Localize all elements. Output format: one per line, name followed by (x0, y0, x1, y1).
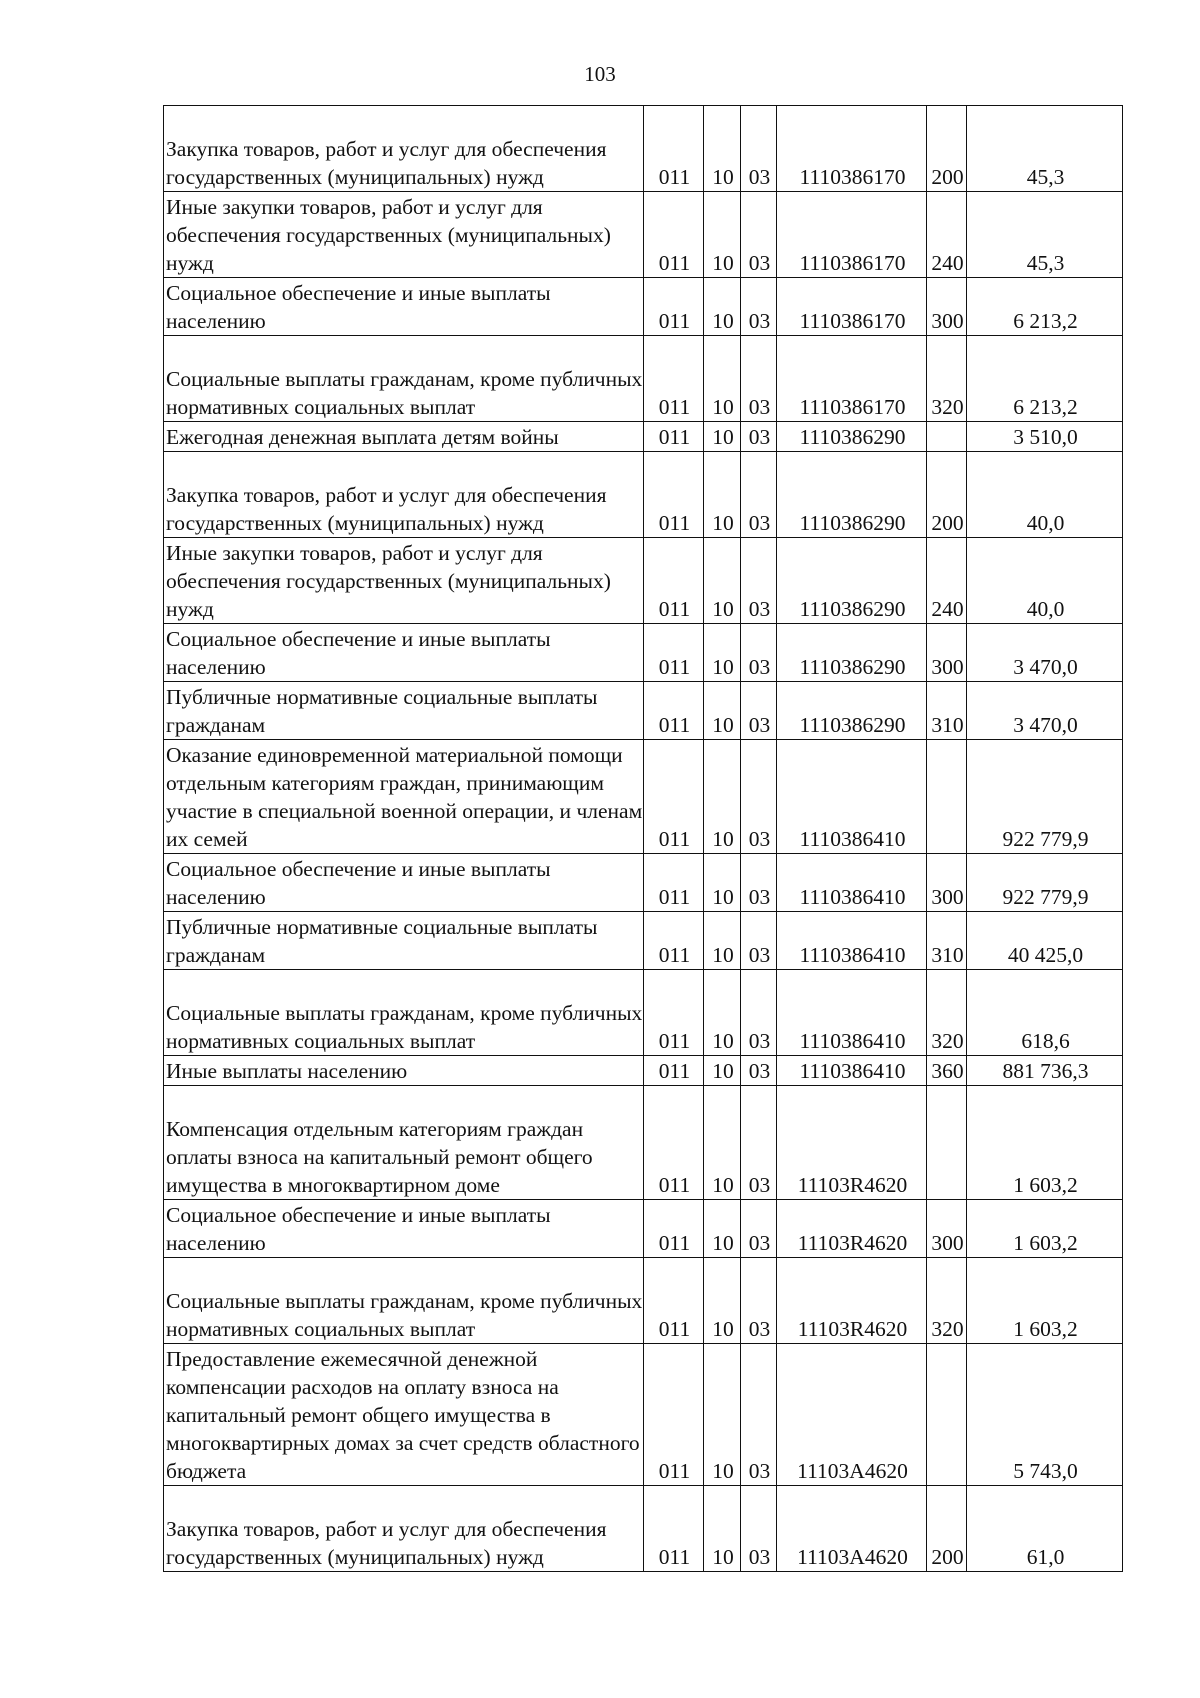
table-cell-code: 11103R4620 (777, 1258, 927, 1344)
table-cell-expense-type: 200 (927, 106, 967, 192)
table-cell-section: 10 (704, 106, 741, 192)
table-cell-expense-type (927, 1344, 967, 1486)
table-cell-subsection: 03 (741, 1258, 777, 1344)
table-cell-admin: 011 (644, 1056, 704, 1086)
table-cell-subsection: 03 (741, 854, 777, 912)
table-cell-sum: 922 779,9 (967, 740, 1123, 854)
table-cell-name: Компенсация отдельным категориям граждан оплаты взноса на капитальный ремонт общего имущества в многоквартирном доме (164, 1086, 644, 1200)
table-cell-sum: 1 603,2 (967, 1258, 1123, 1344)
table-cell-expense-type: 360 (927, 1056, 967, 1086)
table-cell-code: 1110386290 (777, 422, 927, 452)
table-row (164, 854, 1123, 912)
table-row (164, 1056, 1123, 1086)
table-cell-name: Публичные нормативные социальные выплаты гражданам (164, 912, 644, 970)
table-cell-subsection: 03 (741, 1344, 777, 1486)
table-cell-subsection: 03 (741, 538, 777, 624)
table-cell-subsection: 03 (741, 1056, 777, 1086)
table-cell-code: 11103R4620 (777, 1200, 927, 1258)
table-cell-expense-type: 320 (927, 970, 967, 1056)
table-row (164, 192, 1123, 278)
table-cell-code: 1110386290 (777, 538, 927, 624)
table-cell-subsection: 03 (741, 624, 777, 682)
table-cell-name: Публичные нормативные социальные выплаты гражданам (164, 682, 644, 740)
table-cell-name: Иные выплаты населению (164, 1056, 644, 1086)
table-cell-section: 10 (704, 624, 741, 682)
table-cell-expense-type: 320 (927, 1258, 967, 1344)
table-cell-section: 10 (704, 1086, 741, 1200)
table-cell-code: 1110386170 (777, 278, 927, 336)
table-cell-admin: 011 (644, 1086, 704, 1200)
table-cell-sum: 45,3 (967, 106, 1123, 192)
table-cell-subsection: 03 (741, 970, 777, 1056)
table-cell-name: Социальные выплаты гражданам, кроме публичных нормативных социальных выплат (164, 1258, 644, 1344)
table-cell-section: 10 (704, 538, 741, 624)
table-row (164, 912, 1123, 970)
table-cell-name: Иные закупки товаров, работ и услуг для обеспечения государственных (муниципальных) нужд (164, 538, 644, 624)
table-cell-name: Социальное обеспечение и иные выплаты населению (164, 278, 644, 336)
table-cell-sum: 922 779,9 (967, 854, 1123, 912)
table-cell-section: 10 (704, 452, 741, 538)
table-row (164, 624, 1123, 682)
table-cell-section: 10 (704, 1344, 741, 1486)
table-cell-subsection: 03 (741, 192, 777, 278)
table-cell-name: Закупка товаров, работ и услуг для обеспечения государственных (муниципальных) нужд (164, 1486, 644, 1572)
table-cell-name: Иные закупки товаров, работ и услуг для обеспечения государственных (муниципальных) нужд (164, 192, 644, 278)
table-cell-sum: 40,0 (967, 538, 1123, 624)
table-cell-sum: 40,0 (967, 452, 1123, 538)
table-cell-admin: 011 (644, 422, 704, 452)
table-cell-subsection: 03 (741, 106, 777, 192)
table-cell-section: 10 (704, 192, 741, 278)
table-cell-sum: 45,3 (967, 192, 1123, 278)
table-cell-sum: 881 736,3 (967, 1056, 1123, 1086)
table-cell-sum: 618,6 (967, 970, 1123, 1056)
table-cell-subsection: 03 (741, 1086, 777, 1200)
table-cell-admin: 011 (644, 192, 704, 278)
table-cell-name: Социальное обеспечение и иные выплаты населению (164, 624, 644, 682)
table-row (164, 538, 1123, 624)
table-cell-name: Социальное обеспечение и иные выплаты населению (164, 854, 644, 912)
budget-table (163, 105, 1123, 1572)
table-cell-admin: 011 (644, 452, 704, 538)
table-cell-admin: 011 (644, 624, 704, 682)
table-cell-expense-type: 240 (927, 538, 967, 624)
table-cell-expense-type: 300 (927, 854, 967, 912)
table-cell-sum: 61,0 (967, 1486, 1123, 1572)
table-row (164, 106, 1123, 192)
table-cell-sum: 6 213,2 (967, 278, 1123, 336)
table-cell-section: 10 (704, 682, 741, 740)
table-cell-code: 1110386290 (777, 452, 927, 538)
table-cell-code: 1110386410 (777, 740, 927, 854)
table-cell-expense-type: 200 (927, 452, 967, 538)
table-cell-sum: 1 603,2 (967, 1086, 1123, 1200)
table-row (164, 1486, 1123, 1572)
table-cell-section: 10 (704, 1258, 741, 1344)
table-row (164, 278, 1123, 336)
table-cell-code: 1110386290 (777, 624, 927, 682)
table-cell-section: 10 (704, 336, 741, 422)
table-cell-section: 10 (704, 1056, 741, 1086)
table-cell-subsection: 03 (741, 1486, 777, 1572)
table-cell-admin: 011 (644, 854, 704, 912)
table-cell-expense-type: 310 (927, 682, 967, 740)
table-cell-section: 10 (704, 970, 741, 1056)
table-cell-admin: 011 (644, 912, 704, 970)
table-cell-expense-type: 320 (927, 336, 967, 422)
table-cell-expense-type (927, 1086, 967, 1200)
table-cell-admin: 011 (644, 106, 704, 192)
table-cell-expense-type: 300 (927, 1200, 967, 1258)
table-row (164, 682, 1123, 740)
table-cell-code: 11103A4620 (777, 1344, 927, 1486)
table-cell-sum: 3 510,0 (967, 422, 1123, 452)
table-row (164, 970, 1123, 1056)
table-cell-admin: 011 (644, 538, 704, 624)
table-cell-sum: 1 603,2 (967, 1200, 1123, 1258)
table-cell-section: 10 (704, 1200, 741, 1258)
table-row (164, 1200, 1123, 1258)
table-row (164, 336, 1123, 422)
table-cell-admin: 011 (644, 1344, 704, 1486)
table-cell-name: Закупка товаров, работ и услуг для обеспечения государственных (муниципальных) нужд (164, 106, 644, 192)
table-cell-name: Ежегодная денежная выплата детям войны (164, 422, 644, 452)
table-cell-admin: 011 (644, 740, 704, 854)
table-cell-subsection: 03 (741, 336, 777, 422)
table-row (164, 1258, 1123, 1344)
table-cell-admin: 011 (644, 278, 704, 336)
table-cell-subsection: 03 (741, 682, 777, 740)
table-cell-admin: 011 (644, 1258, 704, 1344)
table-cell-expense-type: 300 (927, 624, 967, 682)
table-cell-code: 1110386410 (777, 970, 927, 1056)
table-row (164, 1086, 1123, 1200)
table-cell-admin: 011 (644, 1486, 704, 1572)
table-cell-sum: 6 213,2 (967, 336, 1123, 422)
table-cell-code: 1110386290 (777, 682, 927, 740)
table-row (164, 452, 1123, 538)
table-cell-name: Социальные выплаты гражданам, кроме публичных нормативных социальных выплат (164, 970, 644, 1056)
table-cell-section: 10 (704, 854, 741, 912)
table-cell-admin: 011 (644, 1200, 704, 1258)
table-row (164, 740, 1123, 854)
table-cell-sum: 3 470,0 (967, 624, 1123, 682)
table-cell-code: 1110386170 (777, 192, 927, 278)
table-cell-subsection: 03 (741, 278, 777, 336)
table-cell-section: 10 (704, 422, 741, 452)
table-cell-name: Предоставление ежемесячной денежной компенсации расходов на оплату взноса на капитальный ремонт общего имущества в многоквартирных домах за счет средств областного бюджета (164, 1344, 644, 1486)
table-cell-expense-type: 200 (927, 1486, 967, 1572)
table-cell-admin: 011 (644, 682, 704, 740)
table-cell-code: 1110386410 (777, 912, 927, 970)
table-cell-name: Социальное обеспечение и иные выплаты населению (164, 1200, 644, 1258)
table-cell-section: 10 (704, 278, 741, 336)
table-cell-sum: 40 425,0 (967, 912, 1123, 970)
table-cell-subsection: 03 (741, 740, 777, 854)
table-cell-expense-type (927, 422, 967, 452)
table-cell-name: Оказание единовременной материальной помощи отдельным категориям граждан, принимающим участие в специальной военной операции, и членам их семей (164, 740, 644, 854)
page-number: 103 (584, 62, 616, 86)
table-cell-section: 10 (704, 912, 741, 970)
table-cell-subsection: 03 (741, 422, 777, 452)
table-cell-subsection: 03 (741, 912, 777, 970)
table-cell-name: Закупка товаров, работ и услуг для обеспечения государственных (муниципальных) нужд (164, 452, 644, 538)
table-cell-section: 10 (704, 1486, 741, 1572)
table-cell-expense-type (927, 740, 967, 854)
table-cell-expense-type: 300 (927, 278, 967, 336)
table-cell-name: Социальные выплаты гражданам, кроме публичных нормативных социальных выплат (164, 336, 644, 422)
table-cell-sum: 3 470,0 (967, 682, 1123, 740)
table-cell-admin: 011 (644, 336, 704, 422)
table-row (164, 1344, 1123, 1486)
table-cell-admin: 011 (644, 970, 704, 1056)
table-row (164, 422, 1123, 452)
table-cell-subsection: 03 (741, 1200, 777, 1258)
table-cell-subsection: 03 (741, 452, 777, 538)
table-cell-expense-type: 310 (927, 912, 967, 970)
table-cell-code: 11103R4620 (777, 1086, 927, 1200)
table-cell-code: 1110386410 (777, 854, 927, 912)
table-cell-code: 11103A4620 (777, 1486, 927, 1572)
table-cell-section: 10 (704, 740, 741, 854)
table-cell-code: 1110386410 (777, 1056, 927, 1086)
table-cell-expense-type: 240 (927, 192, 967, 278)
table-cell-code: 1110386170 (777, 336, 927, 422)
table-cell-code: 1110386170 (777, 106, 927, 192)
table-cell-sum: 5 743,0 (967, 1344, 1123, 1486)
